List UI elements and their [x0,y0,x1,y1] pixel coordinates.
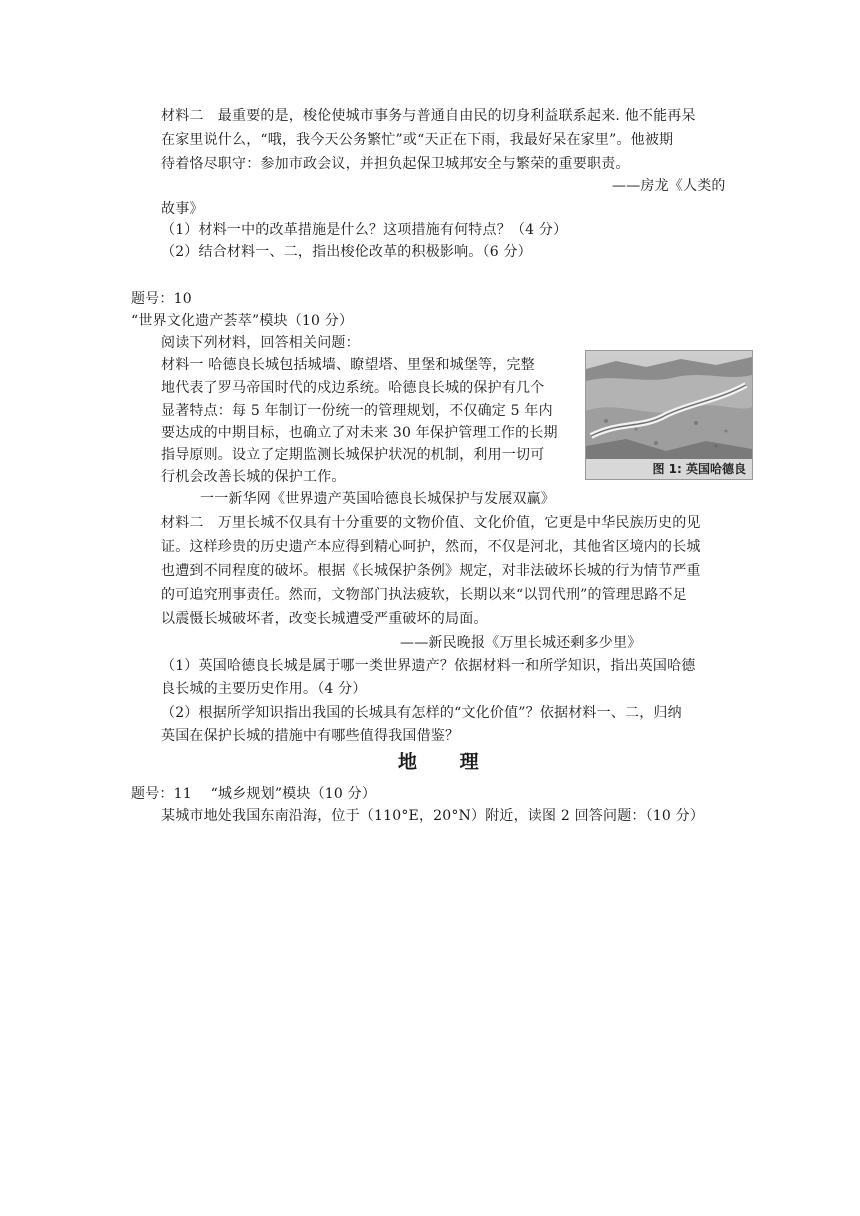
q10-question-1-line-1: （1）英国哈德良长城是属于哪一类世界遗产？依据材料一和所学知识，指出英国哈德 [161,658,696,674]
module-title-10: “世界文化遗产荟萃”模块（10 分） [131,313,354,329]
material2-line-1: 材料二 最重要的是，梭伦使城市事务与普通自由民的切身利益联系起来. 他不能再呆 [161,108,696,124]
question-2: （2）结合材料一、二，指出梭伦改革的积极影响。（6 分） [161,244,532,260]
q11-text: 某城市地处我国东南沿海，位于（110°E，20°N）附近，读图 2 回答问题：（10 分） [161,808,705,824]
q10-material2-source: ——新民晚报《万里长城还剩多少里》 [400,635,642,651]
q10-material2-line-2: 证。这样珍贵的历史遗产本应得到精心呵护，然而，不仅是河北，其他省区境内的长城 [161,539,701,555]
q10-material2-line-4: 的可追究刑事责任。然而，文物部门执法疲软，长期以来“以罚代刑”的管理思路不足 [161,587,687,603]
material2-source-line-1: ——房龙《人类的 [612,178,726,194]
question-number-11: 题号：11 “城乡规划”模块（10 分） [131,786,377,802]
figure-caption: 图 1: 英国哈德良 [586,459,752,479]
hadrian-wall-photo [585,350,753,480]
q10-material1-line-6: 行机会改善长城的保护工作。 [161,469,346,485]
q10-material1-source: 一一新华网《世界遗产英国哈德良长城保护与发展双赢》 [200,491,555,507]
material2-line-3: 待着恪尽职守：参加市政会议，并担负起保卫城邦安全与繁荣的重要职责。 [161,156,630,172]
q10-material1-line-1: 材料一 哈德良长城包括城墙、瞭望塔、里堡和城堡等，完整 [161,357,535,373]
q10-question-1-line-2: 良长城的主要历史作用。（4 分） [161,681,367,697]
q10-material1-line-4: 要达成的中期目标，也确立了对未来 30 年保护管理工作的长期 [161,425,558,441]
question-1: （1）材料一中的改革措施是什么？这项措施有何特点？（4 分） [161,222,568,238]
q10-material2-line-3: 也遭到不同程度的破坏。根据《长城保护条例》规定，对非法破坏长城的行为情节严重 [161,563,701,579]
q10-question-2-line-1: （2）根据所学知识指出我国的长城具有怎样的“文化价值”？依据材料一、二，归纳 [161,705,682,721]
q10-material2-line-1: 材料二 万里长城不仅具有十分重要的文物价值、文化价值，它更是中华民族历史的见 [161,515,701,531]
q10-material1-line-2: 地代表了罗马帝国时代的戍边系统。哈德良长城的保护有几个 [161,380,545,396]
q10-material1-line-5: 指导原则。设立了定期监测长城保护状况的机制，利用一切可 [161,447,545,463]
question-number-10: 题号：10 [131,291,192,307]
q10-material1-line-3: 显著特点：每 5 年制订一份统一的管理规划，不仅确定 5 年内 [161,403,553,419]
q10-intro: 阅读下列材料，回答相关问题： [161,335,360,351]
material2-source-line-2: 故事》 [161,201,204,217]
q10-question-2-line-2: 英国在保护长城的措施中有哪些值得我国借鉴？ [161,728,460,744]
material2-line-2: 在家里说什么，“哦，我今天公务繁忙”或“天正在下雨，我最好呆在家里”。他被期 [161,132,674,148]
section-title-geography: 地 理 [398,751,497,773]
q10-material2-line-5: 以震慑长城破坏者，改变长城遭受严重破坏的局面。 [161,611,488,627]
